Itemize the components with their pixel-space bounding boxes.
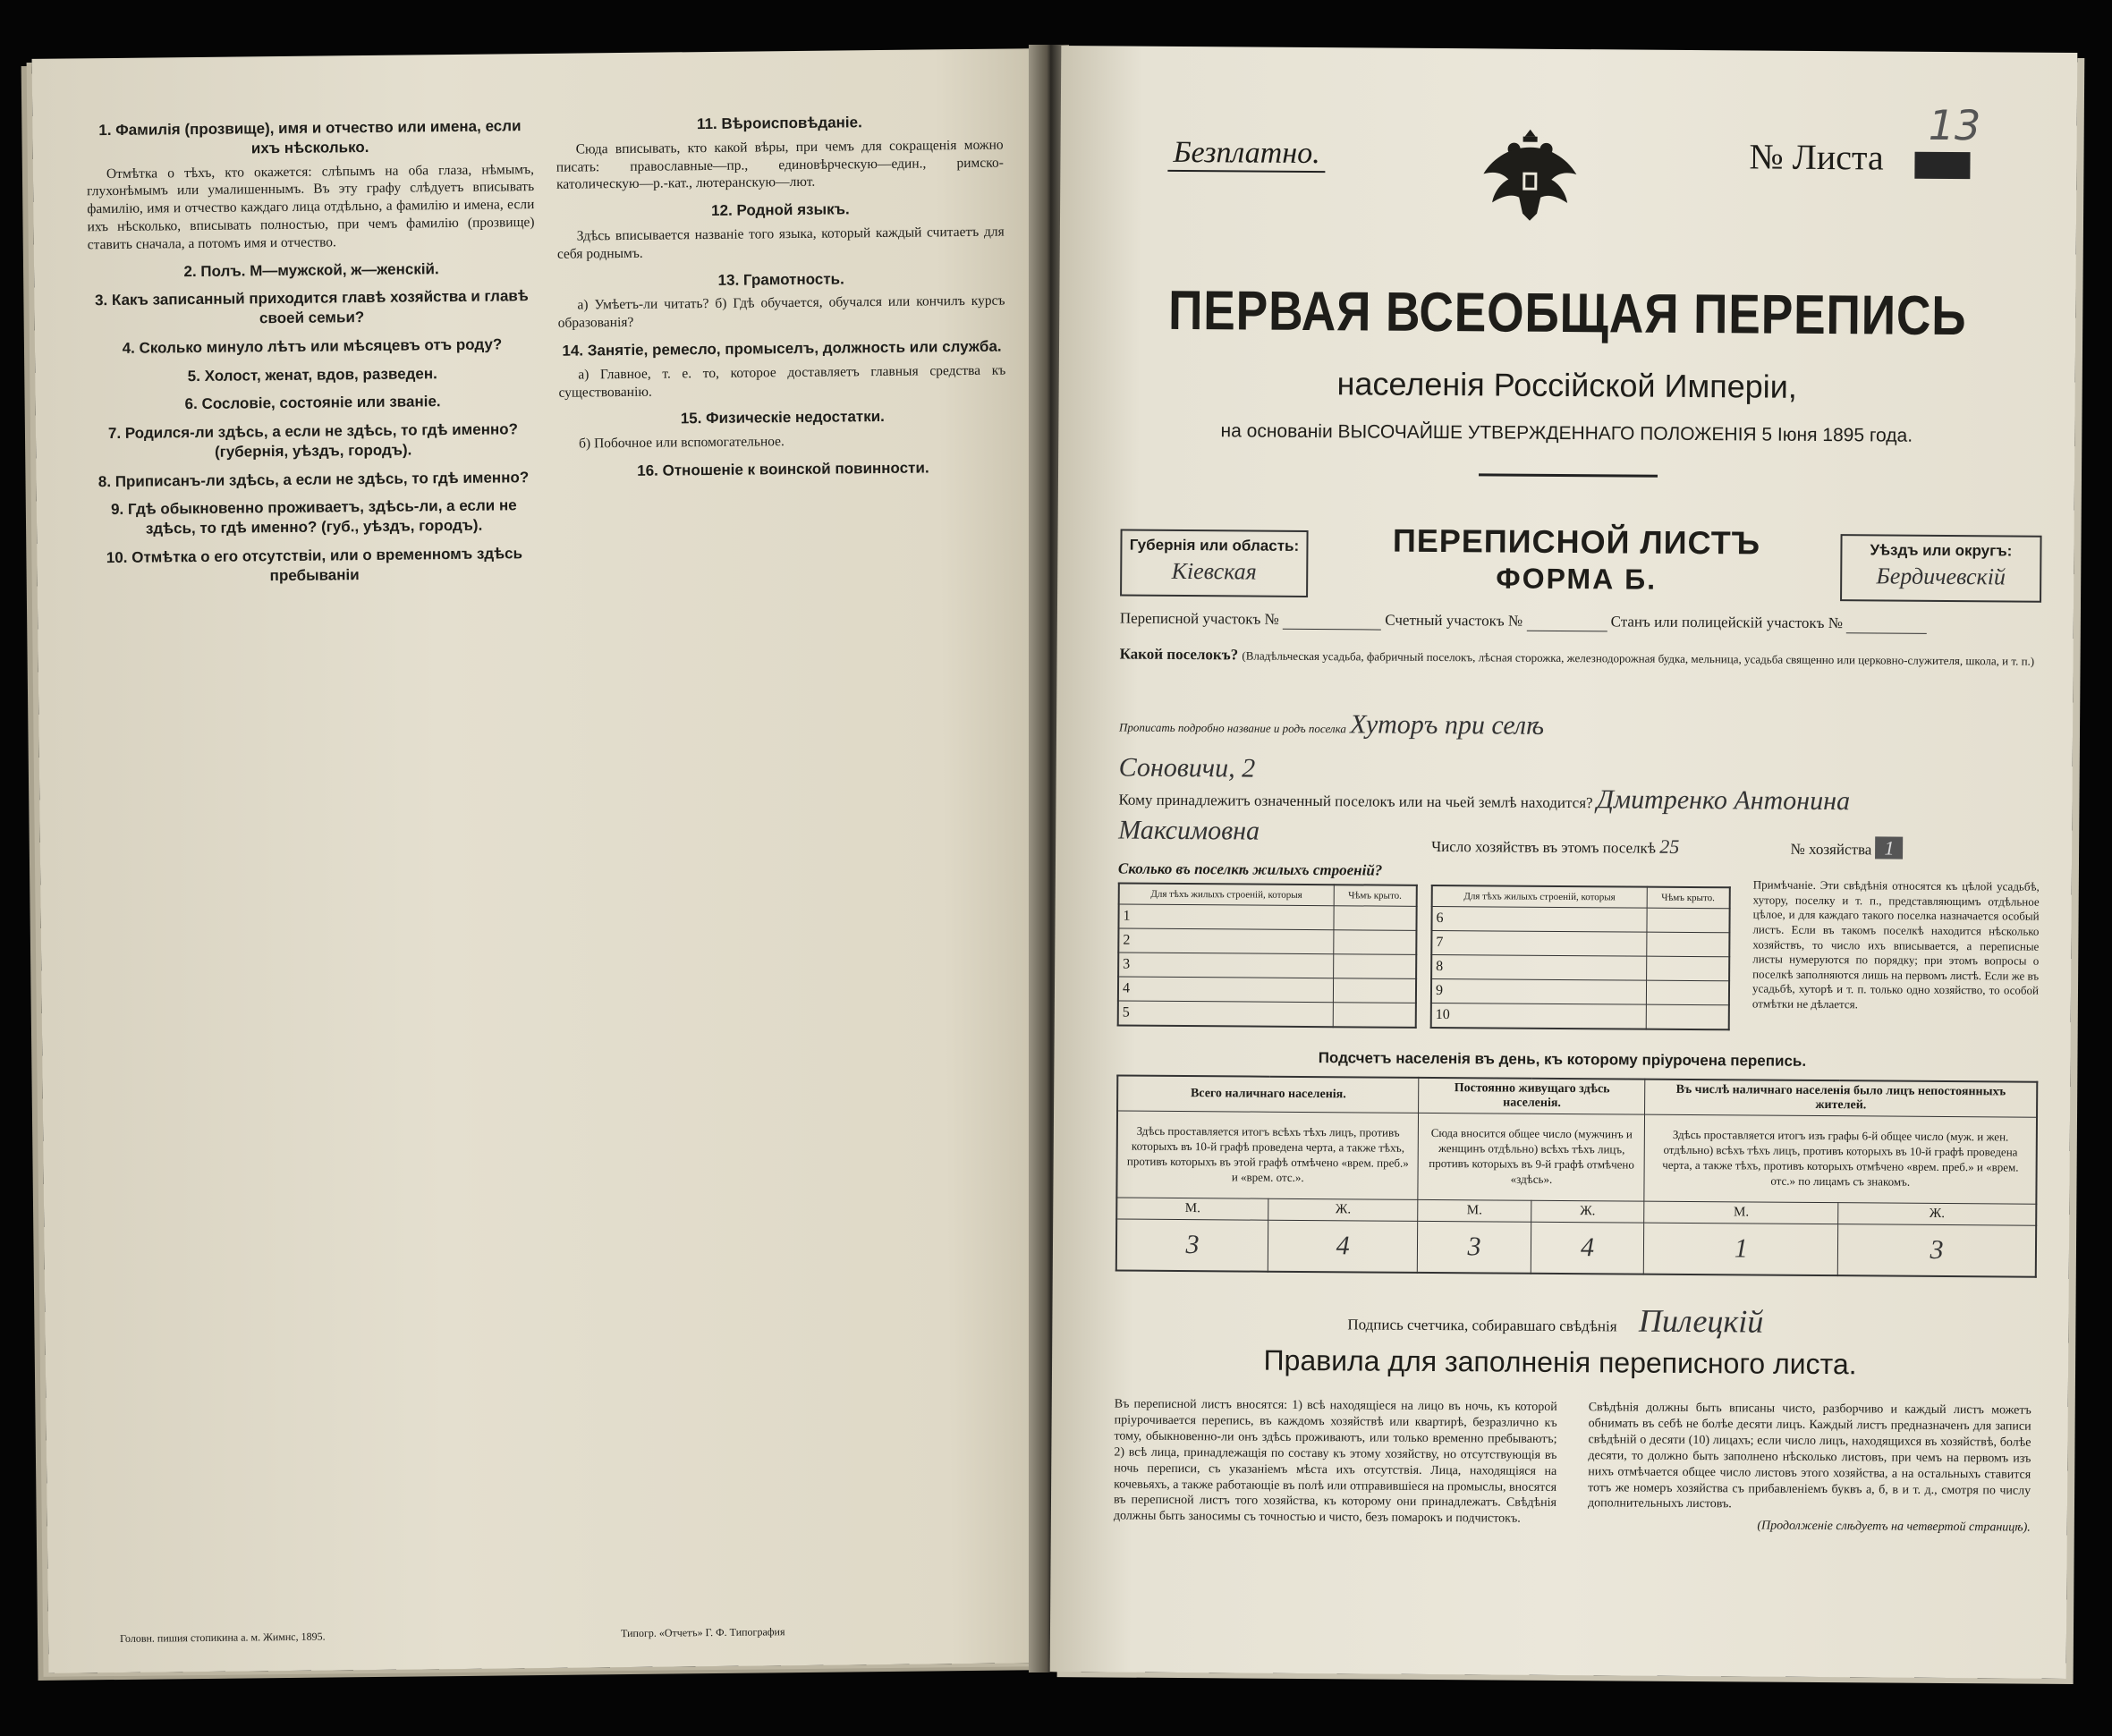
building-number: 3 [1118, 953, 1333, 978]
settlement-row [1120, 646, 2041, 670]
precinct-blank [1283, 611, 1381, 631]
count-group-description: Сюда вносится общее число (мужчинъ и женщинъ отдѣльно) всѣхъ тѣхъ лицъ, противъ которыхъ въ 9-й графѣ отмѣчено «здѣсь». [1418, 1113, 1645, 1201]
building-row [1431, 930, 1729, 956]
settlement-handwritten-2: Соновичи, 2 [1118, 752, 1256, 783]
rules-right-text: Свѣдѣнія должны быть вписаны чисто, разборчиво и каждый листъ можетъ обнимать въ себѣ не болѣе десяти лицъ. Каждый листъ предназначенъ для записи свѣдѣній о десяти (10) лицахъ; если число лицъ, находящихся въ хозяйствѣ, болѣе десяти, то должно быть заполнено нѣсколько листовъ, при чемъ на первомъ изъ нихъ отмѣчается общее число листовъ этого хозяйства, а на остальныхъ ставится тотъ же номеръ хозяйства съ прибавленіемъ буквъ а, б, в и т. д., смотря по числу дополнительныхъ листовъ. [1587, 1401, 2031, 1512]
male-count: 1 [1644, 1223, 1838, 1275]
count-group-header: Всего наличнаго населенія. [1117, 1076, 1419, 1114]
camp-blank [1846, 614, 1927, 634]
instruction-heading: 10. Отмѣтка о его отсутствіи, или о временномъ здѣсь пребываніи [106, 545, 523, 584]
instruction-heading: 3. Какъ записанный приходится главѣ хозяйства и главѣ своей семьи? [94, 287, 529, 327]
census-form-page [1050, 46, 2078, 1679]
building-col-header: Для тѣхъ жилыхъ строеній, которыя [1432, 885, 1647, 908]
building-row [1431, 954, 1729, 980]
building-number: 5 [1118, 1001, 1333, 1027]
instruction-text: а) Главное, т. е. то, которое доставляетъ главныя средства къ существованію. [558, 362, 1006, 401]
roof-cell [1647, 908, 1730, 933]
female-label: Ж. [1268, 1198, 1419, 1221]
form-subtitle: населенія Россійской Имперіи, [1336, 365, 1797, 405]
building-row [1118, 1001, 1416, 1028]
population-count-title: Подсчетъ населенія въ день, къ которому пріурочена перепись. [1318, 1049, 1807, 1070]
instruction-text: Здѣсь вписывается названіе того языка, который каждый считаетъ для себя роднымъ. [556, 224, 1005, 262]
instruction-heading: 15. Физическіе недостатки. [680, 408, 885, 428]
owner-handwritten-1: Дмитренко Антонина [1596, 784, 1851, 817]
instruction-text: Сюда вписывать, кто какой вѣры, при чемъ для сокращенія можно писать: православные—пр., единовѣрческую—един., римско-католическую—р.-кат., лютеранскую—лют. [556, 137, 1004, 193]
female-label: Ж. [1531, 1200, 1644, 1223]
female-count: 4 [1268, 1220, 1418, 1273]
building-number: 1 [1118, 904, 1333, 930]
settlement-hint: (Владѣльческая усадьба, фабричный поселокъ, лѣсная сторожка, железнодорожная будка, мельница, усадьба священно или церковно-служителя, школа, и т. п.) [1242, 648, 2035, 668]
buildings-table-right [1430, 885, 1731, 1030]
redaction-block [1914, 152, 1970, 179]
owner-hand-row [1118, 816, 1260, 847]
female-label: Ж. [1838, 1203, 2036, 1226]
rules-continued: (Продолженіе слѣдуетъ на четвертой страницѣ). [1757, 1519, 2031, 1536]
owner-handwritten-2: Максимовна [1118, 815, 1260, 846]
instruction-text: а) Умѣетъ-ли читать? б) Гдѣ обучается, обучался или кончилъ курсъ образованія? [557, 292, 1005, 331]
instruction-heading: 5. Холост, женат, вдов, разведен. [187, 364, 437, 385]
list-title-block [1326, 521, 1828, 597]
instruction-heading: 1. Фамилія (прозвище), имя и отчество или имена, если ихъ нѣсколько. [98, 117, 522, 157]
signature-label: Подпись счетчика, собиравшаго свѣдѣнія [1347, 1316, 1617, 1335]
uezd-value: Бердичевскій [1876, 563, 2006, 590]
instruction-heading: 6. Сословіе, состояніе или званіе. [184, 393, 441, 413]
enumerator-signature-row [1347, 1300, 1763, 1340]
sheet-number-label: № Листа [1749, 136, 1884, 178]
population-count-table [1115, 1075, 2039, 1278]
instruction-heading: 14. Занятіе, ремесло, промыселъ, должность или служба. [562, 337, 1002, 360]
male-label: М. [1418, 1199, 1531, 1222]
roof-col-header: Чѣмъ крыто. [1647, 887, 1730, 909]
free-label: Безплатно. [1167, 136, 1325, 173]
household-number-value: 1 [1876, 836, 1904, 859]
instruction-heading: 2. Полъ. М—мужской, ж—женскій. [183, 259, 439, 280]
instruction-heading: 7. Родился-ли здѣсь, а если не здѣсь, то гдѣ именно? (губернія, уѣздъ, городъ). [107, 420, 519, 461]
household-number-label: № хозяйства [1790, 840, 1872, 859]
left-page [32, 48, 1053, 1673]
instruction-heading: 8. Приписанъ-ли здѣсь, а если не здѣсь, то гдѣ именно? [98, 468, 530, 490]
instruction-text: б) Побочное или вспомогательное. [579, 434, 785, 452]
roof-cell [1646, 1004, 1729, 1029]
roof-col-header: Чѣмъ крыто. [1334, 885, 1417, 906]
buildings-tables [1118, 883, 1735, 1023]
form-title: ПЕРВАЯ ВСЕОБЩАЯ ПЕРЕПИСЬ [1167, 279, 1967, 348]
roof-cell [1333, 954, 1416, 979]
precinct-label: Переписной участокъ № [1119, 609, 1279, 628]
double-headed-eagle-emblem [1476, 120, 1584, 228]
count-group-header: Постоянно живущаго здѣсь населенія. [1419, 1078, 1645, 1114]
instruction-text: Отмѣтка о тѣхъ, кто окажется: слѣпымъ на оба глаза, нѣмымъ, глухонѣмымъ или умалишеннымъ. Въ эту графу слѣдуетъ вписывать фамилію, имя и отчество каждаго лица отдѣльно, а фамилію и имена, если ихъ нѣсколько, вписывать полностью, при чемъ фамилію (прозвище) ставить сначала, а потомъ имя и отчество. [87, 161, 535, 253]
uezd-label: Уѣздъ или округъ: [1870, 541, 2013, 560]
building-row [1431, 978, 1729, 1004]
list-title: ПЕРЕПИСНОЙ ЛИСТЪ [1392, 521, 1761, 562]
buildings-question: Сколько въ поселкѣ жилыхъ строеній? [1117, 860, 1383, 879]
gubernia-value: Кіевская [1171, 557, 1257, 585]
settlement-hand-row [1119, 753, 1256, 784]
building-number: 6 [1431, 906, 1646, 932]
households-row [1431, 834, 1904, 860]
building-number: 8 [1431, 954, 1646, 980]
gubernia-label: Губернія или область: [1129, 536, 1300, 555]
form-basis: на основаніи ВЫСОЧАЙШЕ УТВЕРЖДЕННАГО ПОЛОЖЕНІЯ 5 Іюня 1895 года. [1220, 420, 1913, 446]
gubernia-box [1120, 529, 1309, 597]
building-number: 7 [1431, 930, 1646, 956]
rules-column-left: Въ переписной листъ вносятся: 1) всѣ находящіеся на лицо въ ночь, къ которой пріурочивается перепись, въ каждомъ хозяйствѣ или квартирѣ, безразлично къ тому, обыкновенно-ли онъ здѣсь проживаютъ, или только временно пребываютъ; 2) всѣ лица, принадлежащія по составу къ этому хозяйству, но отсутствующія въ ночь переписи, съ указаніемъ мѣста ихъ отсутствія. Лица, находящіяся на кочевьяхъ, а также работающіе въ полѣ или отправившіеся на промыслы, вносятся въ переписной листъ того хозяйства, къ которому они принадлежатъ. Свѣдѣнія должны быть заносимы съ точностью и чисто, безъ помарокъ и подчистокъ. [1113, 1397, 1557, 1527]
uezd-box [1840, 534, 2042, 603]
building-row [1431, 1003, 1729, 1029]
rules-title: Правила для заполненія переписного листа. [1263, 1343, 1857, 1381]
instructions-column-1 [86, 107, 539, 593]
middle-footer: Типогр. «Отчетъ» Г. Ф. Типография [620, 1625, 785, 1640]
roof-cell [1646, 932, 1729, 957]
building-number: 9 [1431, 978, 1646, 1004]
instruction-heading: 11. Вѣроисповѣданіе. [696, 114, 862, 133]
instructions-column-2 [556, 103, 1006, 487]
households-label: Число хозяйствъ въ этомъ поселкѣ [1431, 837, 1657, 857]
roof-cell [1333, 930, 1416, 955]
owner-question: Кому принадлежитъ означенный поселокъ или на чьей землѣ находится? [1118, 791, 1593, 812]
building-row [1118, 904, 1416, 930]
instruction-heading: 4. Сколько минуло лѣтъ или мѣсяцевъ отъ роду? [122, 335, 503, 357]
building-number: 10 [1431, 1003, 1646, 1029]
female-count: 4 [1531, 1222, 1644, 1274]
count-precinct-blank [1526, 613, 1607, 632]
building-number: 2 [1118, 928, 1333, 954]
male-label: М. [1644, 1201, 1838, 1224]
building-col-header: Для тѣхъ жилыхъ строеній, которыя [1119, 884, 1334, 906]
count-group-description: Здѣсь проставляется итогъ изъ графы 6-й общее число (муж. и жен. отдѣльно) всѣхъ тѣхъ лицъ, противъ которыхъ въ 10-й графѣ проведена черта, а также тѣхъ, противъ которыхъ отмѣчено «врем. преб.» и «врем. отс.» по лицамъ съ знакомъ. [1644, 1114, 2037, 1204]
instruction-heading: 12. Родной языкъ. [711, 200, 850, 220]
roof-cell [1333, 978, 1416, 1003]
male-label: М. [1116, 1198, 1268, 1220]
settlement-hint-detail: Прописать подробно название и родъ поселка [1118, 720, 1346, 736]
rules-column-right [1588, 1400, 2031, 1537]
building-row [1118, 977, 1416, 1003]
form-header [1120, 503, 2042, 607]
households-value: 25 [1659, 834, 1680, 858]
roof-cell [1646, 956, 1729, 981]
left-footer: Головн. пишия стопикина а. м. Жимнс, 1895. [120, 1630, 326, 1645]
settlement-question: Какой поселокъ? [1119, 645, 1239, 664]
precinct-row [1120, 610, 1927, 634]
count-group-description: Здѣсь проставляется итогъ всѣхъ тѣхъ лицъ, противъ которыхъ въ 10-й графѣ проведена черта, а также тѣхъ, противъ которыхъ въ этой графѣ отмѣчено «врем. преб.» и «врем. отс.». [1116, 1111, 1419, 1199]
owner-row [1118, 782, 2040, 818]
male-count: 3 [1116, 1219, 1268, 1272]
building-row [1431, 906, 1729, 932]
count-precinct-label: Счетный участокъ № [1385, 611, 1523, 630]
roof-cell [1646, 980, 1729, 1005]
note-text: Примѣчаніе. Эти свѣдѣнія относятся къ цѣлой усадьбѣ, хутору, поселку и т. п., представляющимъ отдѣльное цѣлое, и для каждаго такого поселка назначается особый листъ. Если въ такомъ поселкѣ находится нѣсколько хозяйствъ, то число ихъ вписывается, а переписные листы нумеруются по порядку; при этомъ вопросы о поселкѣ заполняются лишь на первомъ листѣ. Если же въ усадьбѣ, хуторѣ и т. п. только одно хозяйство, то особой отмѣтки не дѣлается. [1752, 877, 2040, 1012]
settlement-handwritten-1: Хуторъ при селѣ [1350, 709, 1545, 741]
building-number: 4 [1118, 977, 1333, 1003]
buildings-row [1118, 860, 1383, 880]
settlement-hint-row [1119, 708, 1544, 741]
title-rule [1479, 473, 1658, 477]
camp-label: Станъ или полицейскій участокъ № [1610, 613, 1844, 632]
roof-cell [1333, 1003, 1416, 1028]
buildings-table-left [1117, 883, 1418, 1029]
signature-value: Пилецкій [1638, 1302, 1764, 1340]
building-row [1118, 953, 1416, 978]
male-count: 3 [1418, 1221, 1531, 1273]
roof-cell [1334, 906, 1417, 931]
count-group-header: Въ числѣ наличнаго населенія было лицъ непостоянныхъ жителей. [1645, 1080, 2037, 1118]
sheet-number-value: 13 [1928, 100, 1981, 150]
instruction-heading: 16. Отношеніе к воинской повинности. [637, 459, 929, 479]
form-name: ФОРМА Б. [1496, 562, 1658, 596]
female-count: 3 [1838, 1224, 2037, 1277]
instruction-heading: 13. Грамотность. [717, 270, 844, 289]
instruction-heading: 9. Гдѣ обыкновенно проживаетъ, здѣсь-ли, а если не здѣсь, то гдѣ именно? (губ., уѣздъ, городъ). [110, 496, 517, 538]
building-row [1118, 928, 1416, 954]
